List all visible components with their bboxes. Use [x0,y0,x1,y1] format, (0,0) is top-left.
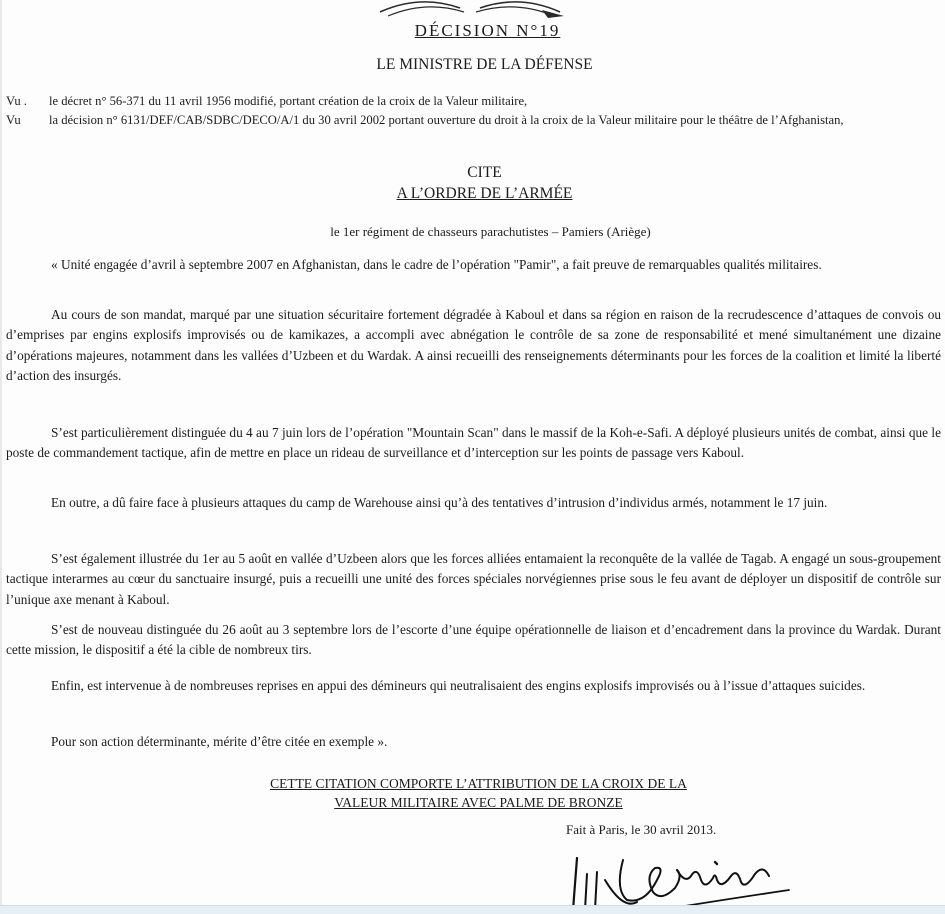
citation-paragraph: Pour son action déterminante, mérite d’être citée en exemple ». [51,734,388,749]
decision-title: DÉCISION N°19 [414,21,561,40]
issuing-authority: LE MINISTRE DE LA DÉFENSE [376,56,593,73]
citation-order: A L’ORDRE DE L’ARMÉE [396,185,573,202]
place-and-date: Fait à Paris, le 30 avril 2013. [566,822,717,837]
citation-paragraph: En outre, a dû faire face à plusieurs attaques du camp de Warehouse ainsi qu’à des tentatives d’intrusion d’individus armés, notamment le 17 juin. [51,495,828,510]
citation-paragraph: S’est de nouveau distinguée du 26 août au 3 septembre lors de l’escorte d’une équipe opérationnelle de liaison et d’encadrement dans la province du Wardak. Durant cette mission, le dispositif a été la cible de nombreux tirs. [6,622,941,658]
citation-paragraph: S’est particulièrement distinguée du 4 au 7 juin lors de l’opération "Mountain Scan" dans le massif de la Koh-e-Safi. A déployé plusieurs unités de combat, ainsi que le poste de commandement tactique, afin de mettre en place un rideau de surveillance et d’interception sur les points de passage vers Kaboul. [6,425,941,461]
citation-paragraph: S’est également illustrée du 1er au 5 août en vallée d’Uzbeen alors que les forces alliées entamaient la reconquête de la vallée de Tagab. A engagé un sous-groupement tactique interarmes au cœur du sanctuaire insurgé, puis a recueilli une unité des forces spéciales norvégiennes prise sous le feu avant de déployer un dispositif de contrôle sur l’unique axe menant à Kaboul. [6,551,941,607]
citation-paragraph: Enfin, est intervenue à de nombreuses reprises en appui des démineurs qui neutralisaient des engins explosifs improvisés ou à l’issue d’attaques suicides. [51,678,866,693]
attribution-line: VALEUR MILITAIRE AVEC PALME DE BRONZE [334,795,623,810]
cited-unit: le 1er régiment de chasseurs parachutistes – Pamiers (Ariège) [330,224,651,239]
consideration-label: Vu [6,113,21,127]
handwritten-signature [565,840,795,913]
consideration-text: le décret n° 56-371 du 11 avril 1956 modifié, portant création de la croix de la Valeur militaire, [49,94,528,108]
attribution-line: CETTE CITATION COMPORTE L’ATTRIBUTION DE LA CROIX DE LA [270,776,687,791]
consideration-label: Vu . [6,94,27,108]
citation-paragraph: Au cours de son mandat, marqué par une situation sécuritaire fortement dégradée à Kaboul et dans sa région en raison de la recrudescence d’attaques de convois ou d’emprises par engins explosifs improvisés ou de kamikazes, a accompli avec abnégation le contrôle de sa zone de responsabilité et mené simultanément une dizaine d’opérations majeures, notamment dans les vallées d’Uzbeen et du Wardak. A ainsi recueilli des renseignements déterminants pour les forces de la coalition et limité la liberté d’action des insurgés. [6,307,941,384]
attribution-statement [6,774,945,812]
citation-heading: CITE [467,164,502,181]
scan-edge [0,0,2,905]
consideration-text: la décision n° 6131/DEF/CAB/SDBC/DECO/A/1 du 30 avril 2002 portant ouverture du droit à la croix de la Valeur militaire pour le théâtre de l’Afghanistan, [49,113,844,127]
consideration-item [6,92,941,110]
citation-paragraph: « Unité engagée d’avril à septembre 2007 en Afghanistan, dans le cadre de l’opération "Pamir", a fait preuve de remarquables qualités militaires. [51,257,822,272]
consideration-item [6,111,941,129]
ministry-emblem-icon [360,0,580,20]
